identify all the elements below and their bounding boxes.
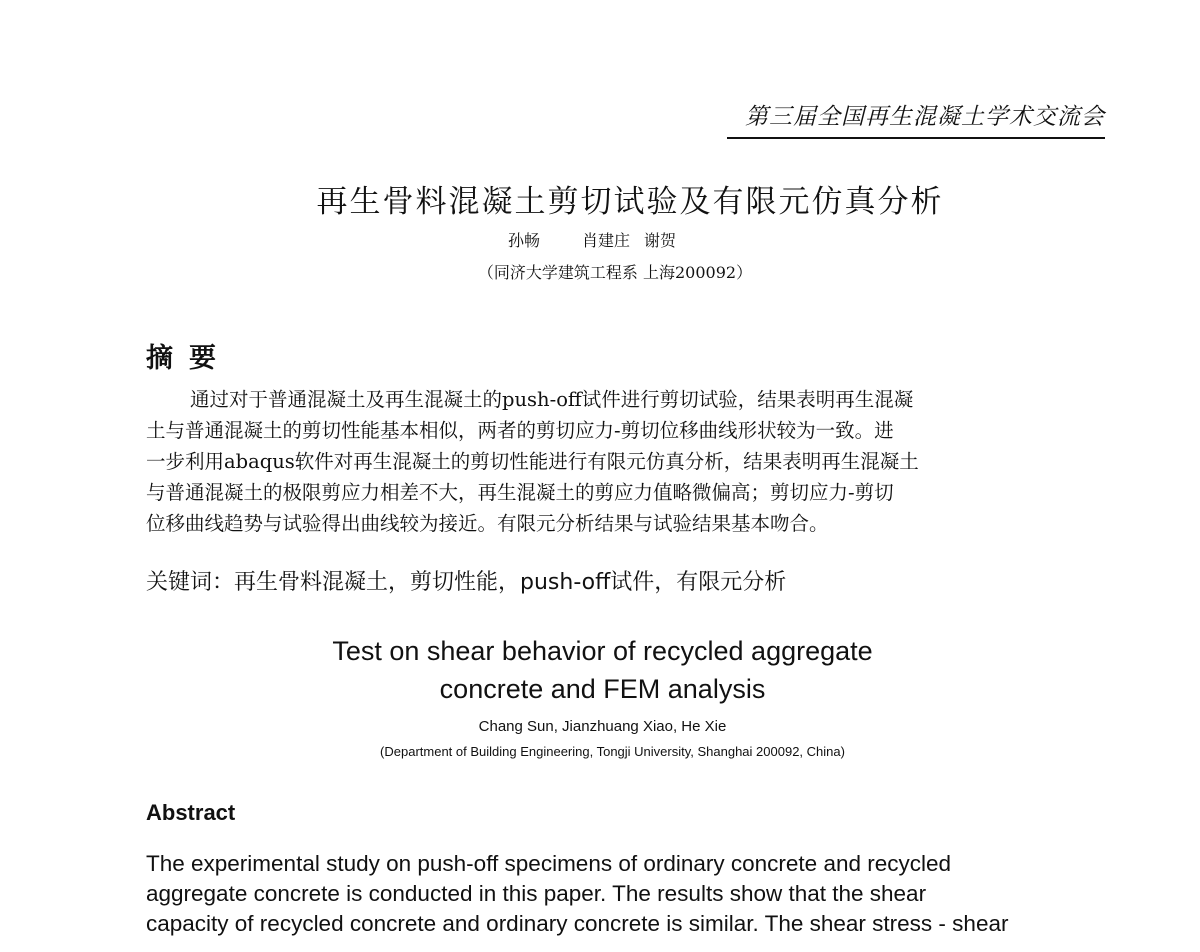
chinese-abstract-body <box>146 384 1102 539</box>
chinese-author-3: 谢贺 <box>644 231 677 250</box>
chinese-author-2: 肖建庄 <box>582 231 631 250</box>
english-title <box>0 632 1200 708</box>
chinese-keywords: 关键词：再生骨料混凝土，剪切性能，push-off试件，有限元分析 <box>146 570 787 595</box>
conference-header: 第三届全国再生混凝土学术交流会 <box>745 104 1105 130</box>
english-abstract-line: The experimental study on push-off specimens of ordinary concrete and recycled <box>146 851 952 876</box>
english-authors: Chang Sun, Jianzhuang Xiao, He Xie <box>478 718 727 735</box>
chinese-abstract-line: 通过对于普通混凝土及再生混凝土的push-off试件进行剪切试验，结果表明再生混凝 <box>190 388 914 411</box>
chinese-abstract-line: 与普通混凝土的极限剪应力相差不大，再生混凝土的剪应力值略微偏高；剪切应力-剪切 <box>146 481 894 504</box>
header-rule <box>727 137 1105 139</box>
chinese-abstract-heading: 摘要 <box>146 343 232 374</box>
english-abstract-body <box>146 849 1106 939</box>
english-title-line: Test on shear behavior of recycled aggregate <box>332 636 873 666</box>
english-abstract-line: aggregate concrete is conducted in this paper. The results show that the shear <box>146 881 927 906</box>
chinese-affiliation: （同济大学建筑工程系 上海200092） <box>477 263 753 282</box>
chinese-abstract-line: 位移曲线趋势与试验得出曲线较为接近。有限元分析结果与试验结果基本吻合。 <box>146 512 829 535</box>
chinese-abstract-line: 土与普通混凝土的剪切性能基本相似，两者的剪切应力-剪切位移曲线形状较为一致。进 <box>146 419 894 442</box>
chinese-author-1: 孙畅 <box>508 231 541 250</box>
english-abstract-heading: Abstract <box>146 800 236 825</box>
english-title-line: concrete and FEM analysis <box>439 674 766 704</box>
chinese-abstract-line: 一步利用abaqus软件对再生混凝土的剪切性能进行有限元仿真分析，结果表明再生混凝土 <box>146 450 919 473</box>
chinese-title: 再生骨料混凝土剪切试验及有限元仿真分析 <box>316 184 944 220</box>
english-affiliation: (Department of Building Engineering, Tongji University, Shanghai 200092, China) <box>380 744 845 759</box>
chinese-authors <box>508 228 676 251</box>
english-abstract-line: capacity of recycled concrete and ordinary concrete is similar. The shear stress - shear <box>146 911 1009 936</box>
